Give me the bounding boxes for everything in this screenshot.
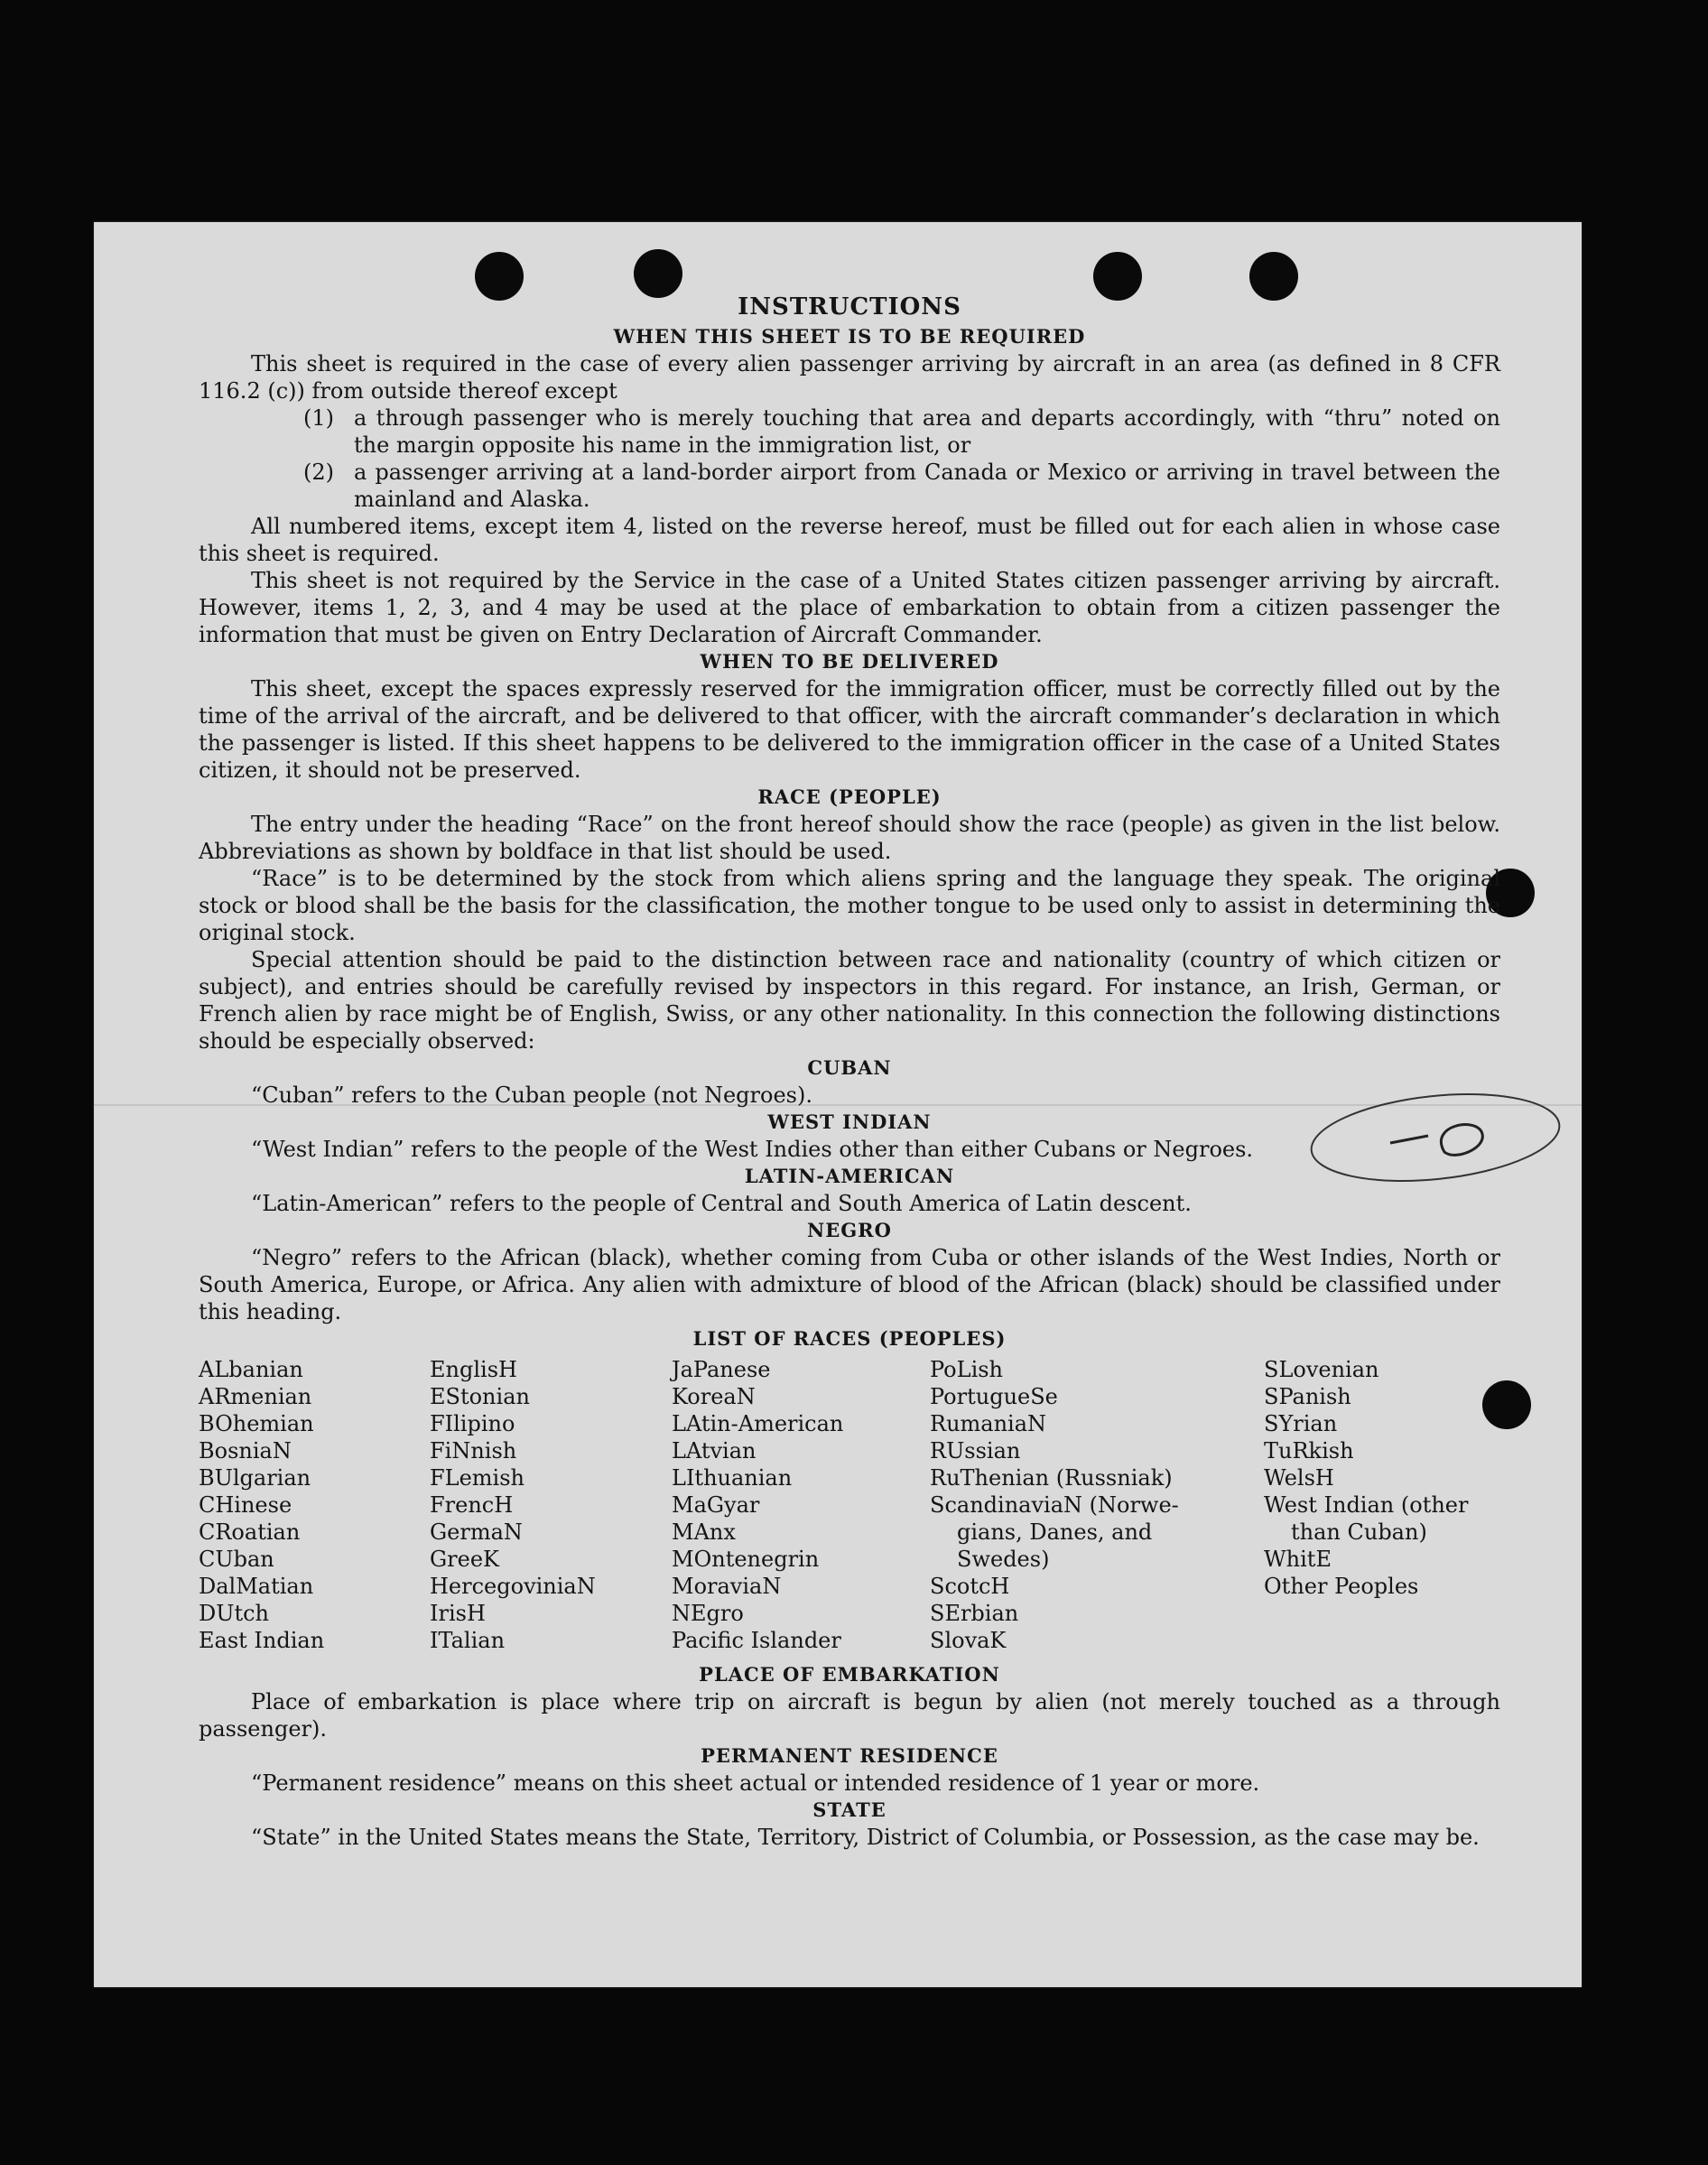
item-number: (1) (303, 405, 334, 431)
race-entry: DalMatian (199, 1574, 314, 1599)
race-entry: FiNnish (430, 1438, 517, 1463)
paragraph-cuban: “Cuban” refers to the Cuban people (not Negroes). (251, 1082, 812, 1108)
race-entry: MAnx (672, 1519, 736, 1545)
list-item (199, 404, 1500, 459)
paragraph-race-stock: “Race” is to be determined by the stock from which aliens spring and the language they speak. The original stock or blood shall be the basis for the classification, the mother tongue to be used only to assist in determining the original stock. (199, 866, 1500, 945)
race-entry: WelsH (1264, 1465, 1334, 1491)
heading-when-required: WHEN THIS SHEET IS TO BE REQUIRED (613, 325, 1086, 348)
race-entry: DUtch (199, 1601, 270, 1626)
race-entry: EnglisH (430, 1357, 517, 1382)
race-entry: FIlipino (430, 1411, 515, 1436)
heading-when-delivered: WHEN TO BE DELIVERED (700, 650, 999, 673)
paragraph-negro: “Negro” refers to the African (black), whether coming from Cuba or other islands of the West Indies, North or South America, Europe, or Africa. Any alien with admixture of blood of the African (black) should be classified under this heading. (199, 1245, 1500, 1324)
race-entry: ALbanian (199, 1357, 303, 1382)
race-entry: FLemish (430, 1465, 524, 1491)
race-entry: Swedes) (957, 1547, 1050, 1572)
paragraph-numbered-items: All numbered items, except item 4, listed on the reverse hereof, must be filled out for each alien in whose case this sheet is required. (199, 514, 1500, 566)
paragraph-race-entry: The entry under the heading “Race” on the front hereof should show the race (people) as given in the list below. Abbreviations as shown by boldface in that list should be used. (199, 812, 1500, 864)
race-entry: Other Peoples (1264, 1574, 1419, 1599)
race-entry: BUlgarian (199, 1465, 311, 1491)
race-entry: West Indian (other (1264, 1492, 1469, 1518)
instructions-content (199, 291, 1500, 1851)
race-entry: RumaniaN (930, 1411, 1047, 1436)
race-entry: CRoatian (199, 1519, 301, 1545)
races-column (930, 1356, 1264, 1654)
paragraph-race-nationality: Special attention should be paid to the distinction between race and nationality (country of which citizen or subject), and entries should be carefully revised by inspectors in this regard. For instance, an Irish, German, or French alien by race might be of English, Swiss, or any other nationality. In this connection the following distinctions should be especially observed: (199, 947, 1500, 1054)
race-entry: IrisH (430, 1601, 486, 1626)
heading-west-indian: WEST INDIAN (767, 1110, 932, 1133)
race-entry: LAtvian (672, 1438, 757, 1463)
race-entry: LIthuanian (672, 1465, 793, 1491)
race-entry: KoreaN (672, 1384, 756, 1409)
race-entry: RUssian (930, 1438, 1021, 1463)
heading-cuban: CUBAN (807, 1056, 892, 1079)
races-column (672, 1356, 930, 1654)
race-entry: LAtin-American (672, 1411, 844, 1436)
heading-list-of-races: LIST OF RACES (PEOPLES) (692, 1327, 1007, 1350)
race-entry: East Indian (199, 1628, 325, 1653)
race-entry: CUban (199, 1547, 274, 1572)
races-column (1264, 1356, 1500, 1654)
race-entry: ScandinaviaN (Norwe- (930, 1492, 1179, 1518)
item-text: a passenger arriving at a land-border airport from Canada or Mexico or arriving in travel between the mainland and Alaska. (354, 460, 1500, 512)
heading-negro: NEGRO (807, 1219, 892, 1241)
race-entry: MoraviaN (672, 1574, 782, 1599)
race-entry: SPanish (1264, 1384, 1351, 1409)
race-entry: SlovaK (930, 1628, 1007, 1653)
paragraph-embarkation: Place of embarkation is place where trip on aircraft is begun by alien (not merely touched as a through passenger). (199, 1689, 1500, 1742)
race-entry: WhitE (1264, 1547, 1332, 1572)
races-column (430, 1356, 672, 1654)
paragraph-required-intro: This sheet is required in the case of every alien passenger arriving by aircraft in an area (as defined in 8 CFR 116.2 (c)) from outside thereof except (199, 351, 1500, 404)
paragraph-west-indian: “West Indian” refers to the people of the West Indies other than either Cubans or Negroes. (251, 1137, 1254, 1162)
item-text: a through passenger who is merely touching that area and departs accordingly, with “thru” noted on the margin opposite his name in the immigration list, or (354, 405, 1500, 458)
race-entry: SErbian (930, 1601, 1019, 1626)
heading-residence: PERMANENT RESIDENCE (701, 1744, 998, 1767)
race-entry: ITalian (430, 1628, 506, 1653)
race-entry: NEgro (672, 1601, 744, 1626)
page-title: INSTRUCTIONS (738, 293, 961, 321)
race-entry: MaGyar (672, 1492, 760, 1518)
race-entry: ScotcH (930, 1574, 1010, 1599)
list-item (199, 459, 1500, 513)
paragraph-residence: “Permanent residence” means on this sheet actual or intended residence of 1 year or more. (251, 1770, 1260, 1796)
races-column (199, 1356, 430, 1654)
document-sheet (94, 222, 1582, 1987)
race-entry: FrencH (430, 1492, 514, 1518)
paragraph-citizen: This sheet is not required by the Service in the case of a United States citizen passenger arriving by aircraft. However, items 1, 2, 3, and 4 may be used at the place of embarkation to obtain from a citizen passenger the information that must be given on Entry Declaration of Aircraft Commander. (199, 568, 1500, 647)
paragraph-delivery: This sheet, except the spaces expressly reserved for the immigration officer, must be correctly filled out by the time of the arrival of the aircraft, and be delivered to that officer, with the aircraft commander’s declaration in which the passenger is listed. If this sheet happens to be delivered to the immigration officer in the case of a United States citizen, it should not be preserved. (199, 676, 1500, 783)
races-list (199, 1356, 1500, 1654)
item-number: (2) (303, 460, 334, 485)
race-entry: GermaN (430, 1519, 523, 1545)
heading-state: STATE (812, 1798, 886, 1821)
race-entry: PoLish (930, 1357, 1004, 1382)
heading-race: RACE (PEOPLE) (757, 785, 942, 808)
race-entry: SLovenian (1264, 1357, 1379, 1382)
race-entry: BosniaN (199, 1438, 292, 1463)
race-entry: HercegoviniaN (430, 1574, 596, 1599)
race-entry: MOntenegrin (672, 1547, 820, 1572)
race-entry: CHinese (199, 1492, 292, 1518)
paragraph-state: “State” in the United States means the State, Territory, District of Columbia, or Possession, as the case may be. (251, 1825, 1480, 1850)
race-entry: than Cuban) (1291, 1519, 1427, 1545)
race-entry: PortugueSe (930, 1384, 1058, 1409)
race-entry: RuThenian (Russniak) (930, 1465, 1173, 1491)
race-entry: JaPanese (672, 1357, 771, 1382)
race-entry: ARmenian (199, 1384, 312, 1409)
race-entry: Pacific Islander (672, 1628, 841, 1653)
race-entry: TuRkish (1264, 1438, 1354, 1463)
paragraph-latin-american: “Latin-American” refers to the people of Central and South America of Latin descent. (251, 1191, 1192, 1216)
heading-embarkation: PLACE OF EMBARKATION (699, 1663, 1000, 1686)
heading-latin-american: LATIN-AMERICAN (744, 1165, 955, 1187)
race-entry: GreeK (430, 1547, 499, 1572)
race-entry: SYrian (1264, 1411, 1338, 1436)
race-entry: BOhemian (199, 1411, 314, 1436)
race-entry: EStonian (430, 1384, 530, 1409)
race-entry: gians, Danes, and (957, 1519, 1153, 1545)
